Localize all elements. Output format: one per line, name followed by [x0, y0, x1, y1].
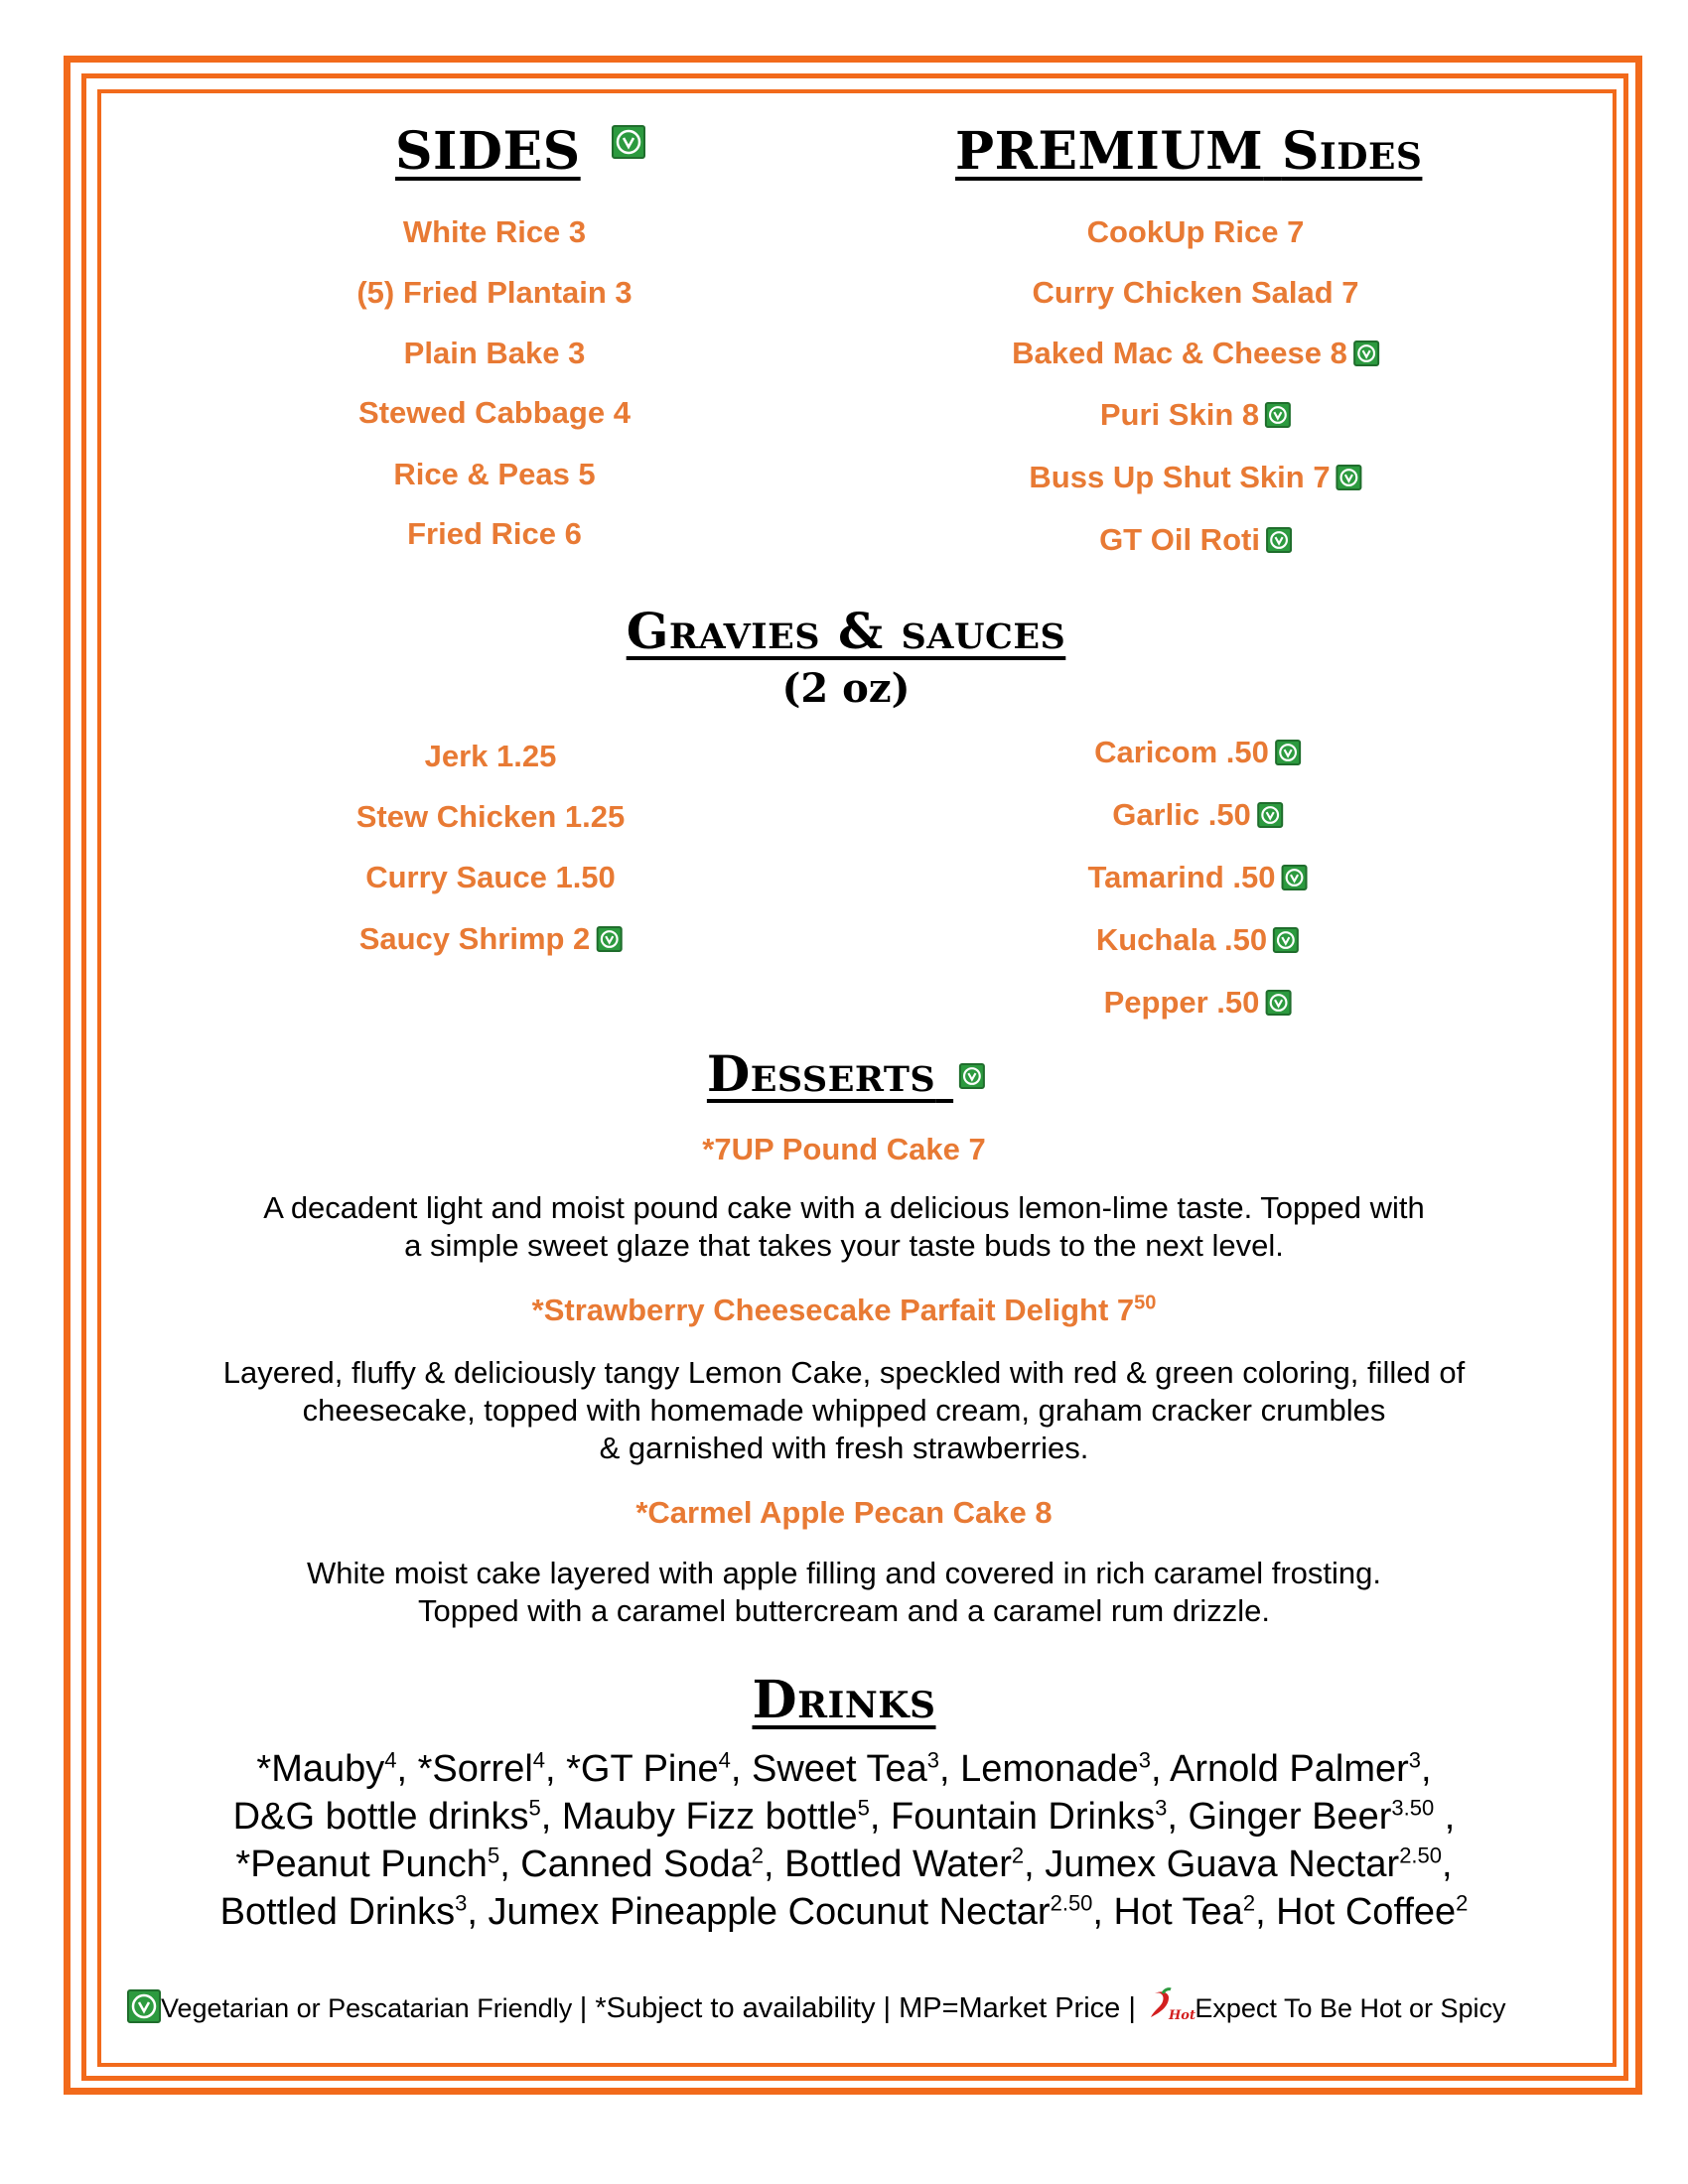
vegetarian-icon	[596, 926, 622, 952]
dessert-title: *Strawberry Cheesecake Parfait Delight $7^{50}$	[531, 1292, 1157, 1327]
gravies-subheading: (2 oz)	[781, 665, 911, 712]
dessert-description: Layered, fluffy & deliciously tangy Lemon Cake, speckled with red & green coloring, filled of cheesecake, topped with homemade whipped cream, graham cracker crumbles & garnished with fresh strawberries.	[222, 1355, 1466, 1465]
vegetarian-icon	[1353, 341, 1379, 366]
dessert-title: *7UP Pound Cake 7	[702, 1132, 986, 1166]
sides-heading: SIDES	[395, 121, 581, 182]
premium-sides-item: Buss Up Shut Skin 7	[1029, 460, 1361, 495]
footer-legend	[127, 1987, 1506, 2030]
gravy-item: Kuchala .50	[1096, 922, 1299, 958]
drinks-line: Bottled Drinks$^3$, Jumex Pineapple Cocunut Nectar$^{2.50}$, Hot Tea$^2$, Hot Coffee$^2$	[219, 1890, 1469, 1933]
vegetarian-icon	[1275, 740, 1301, 765]
sides-item: (5) Fried Plantain 3	[356, 275, 633, 310]
gravy-item: Pepper .50	[1104, 985, 1292, 1021]
vegetarian-icon	[1281, 865, 1307, 890]
drinks-line: *Mauby$^4$, *Sorrel$^4$, *GT Pine$^4$, Sweet Tea$^3$, Lemonade$^3$, Arnold Palmer$^3$,	[256, 1747, 1432, 1790]
drinks-heading: Drinks	[752, 1670, 936, 1730]
gravy-item: Tamarind .50	[1088, 860, 1308, 895]
drinks-line: D&G bottle drinks$^5$, Mauby Fizz bottle$^5$, Fountain Drinks$^3$, Ginger Beer$^{3.50}$ ,	[232, 1795, 1456, 1838]
gravy-item: Jerk 1.25	[424, 739, 557, 773]
premium-sides-item: GT Oil Roti	[1099, 522, 1292, 558]
sides-item: Stewed Cabbage 4	[358, 395, 631, 430]
gravy-item: Curry Sauce 1.50	[365, 860, 616, 894]
gravy-item: Saucy Shrimp 2	[359, 921, 623, 957]
gravy-item: Stew Chicken 1.25	[355, 799, 626, 834]
vegetarian-icon	[127, 1989, 161, 2023]
premium-sides-item: Curry Chicken Salad 7	[1032, 275, 1359, 310]
dessert-description: A decadent light and moist pound cake with a delicious lemon-lime taste. Topped with a simple sweet glaze that takes your taste buds to the next level.	[263, 1190, 1425, 1263]
vegetarian-icon	[1265, 402, 1291, 428]
hot-pepper-icon	[1147, 1987, 1196, 2030]
premium-sides-item: CookUp Rice 7	[1086, 214, 1305, 249]
vegetarian-icon	[1257, 802, 1283, 828]
premium-sides-heading: PREMIUM Sides	[955, 121, 1423, 182]
veg-legend-label: Vegetarian or Pescatarian Friendly	[161, 1993, 573, 2023]
vegetarian-icon	[1273, 927, 1299, 953]
vegetarian-icon	[1336, 465, 1362, 490]
gravies-heading: Gravies & sauces	[626, 602, 1066, 660]
premium-sides-item: Baked Mac & Cheese 8	[1012, 336, 1379, 371]
hot-legend-label: Expect To Be Hot or Spicy	[1195, 1993, 1506, 2023]
premium-sides-item: Puri Skin 8	[1100, 397, 1291, 433]
gravy-item: Garlic .50	[1112, 797, 1283, 833]
gravy-item: Caricom .50	[1094, 735, 1301, 770]
vegetarian-icon	[1265, 990, 1291, 1016]
desserts-heading: Desserts	[707, 1044, 985, 1103]
sides-item: Plain Bake 3	[403, 336, 586, 370]
availability-note: | *Subject to availability | MP=Market Price |	[579, 1992, 1136, 2024]
vegetarian-icon	[612, 125, 645, 159]
dessert-description: White moist cake layered with apple filling and covered in rich caramel frosting. Topped with a caramel buttercream and a caramel rum drizzle.	[306, 1556, 1382, 1628]
sides-item: Rice & Peas 5	[393, 457, 596, 491]
dessert-title: *Carmel Apple Pecan Cake 8	[635, 1495, 1053, 1530]
vegetarian-icon	[959, 1063, 985, 1089]
sides-item: Fried Rice 6	[407, 516, 582, 551]
vegetarian-icon	[1266, 527, 1292, 553]
drinks-list	[99, 1745, 1589, 1936]
hot-word: Hot	[1169, 2008, 1196, 2023]
drinks-line: *Peanut Punch$^5$, Canned Soda$^2$, Bottled Water$^2$, Jumex Guava Nectar$^{2.50}$,	[235, 1843, 1453, 1885]
sides-item: White Rice 3	[402, 214, 587, 249]
